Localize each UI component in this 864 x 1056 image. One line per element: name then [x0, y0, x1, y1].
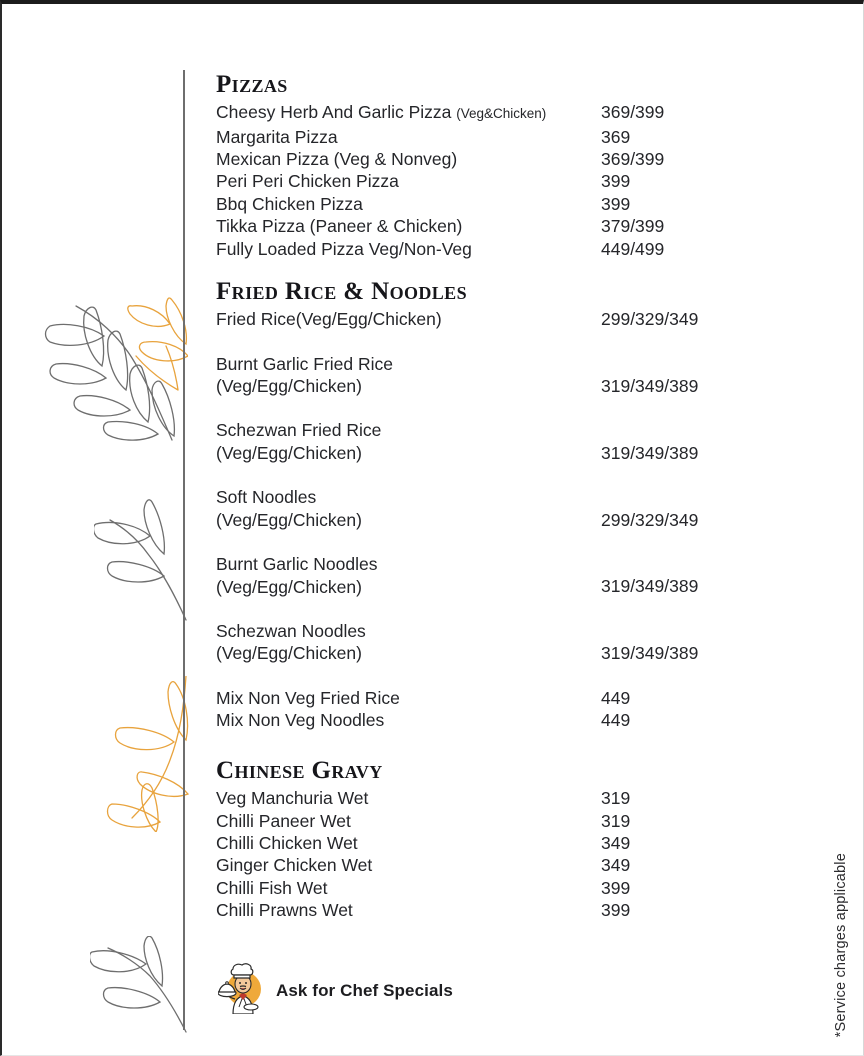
chef-with-platter-icon	[218, 962, 264, 1019]
botanical-branch-bottom	[90, 936, 190, 1041]
menu-item-row	[216, 709, 736, 731]
botanical-branch-mid	[94, 496, 190, 631]
section-heading-pizzas: Pizzas	[216, 71, 288, 98]
menu-item-name: Ginger Chicken Wet	[216, 855, 373, 876]
menu-item-variants: (Veg/Egg/Chicken)	[216, 643, 362, 664]
botanical-branch-low	[106, 676, 192, 837]
menu-item-name: Burnt Garlic Fried Rice	[216, 353, 393, 374]
menu-item-row	[216, 687, 736, 709]
menu-item-row	[216, 126, 736, 148]
menu-item-name: Margarita Pizza	[216, 126, 338, 147]
menu-item-price: 369/399	[601, 149, 665, 170]
leaf-branch-icon	[94, 496, 190, 626]
menu-item-price: 319	[601, 788, 631, 809]
section-heading-chinese-gravy: Chinese Gravy	[216, 757, 383, 784]
menu-item-variants: (Veg/Egg/Chicken)	[216, 376, 362, 397]
chef-specials-footer	[218, 962, 453, 1019]
menu-item-name: Chilli Paneer Wet	[216, 810, 351, 831]
menu-item-price: 349	[601, 855, 631, 876]
menu-item-price: 319/349/389	[601, 643, 699, 664]
menu-item-row	[216, 620, 736, 665]
menu-item-price: 379/399	[601, 216, 665, 237]
menu-item-name: Schezwan Noodles	[216, 620, 366, 641]
menu-item-name: Cheesy Herb And Garlic Pizza (Veg&Chicken)	[216, 102, 547, 123]
menu-item-row	[216, 238, 736, 260]
menu-item-price: 449	[601, 687, 631, 708]
menu-item-name: Fried Rice(Veg/Egg/Chicken)	[216, 309, 442, 330]
menu-item-name: Burnt Garlic Noodles	[216, 554, 378, 575]
menu-item-row	[216, 419, 736, 464]
menu-item-name: Chilli Prawns Wet	[216, 900, 353, 921]
menu-item-name: Chilli Chicken Wet	[216, 833, 358, 854]
menu-item-variants: (Veg/Egg/Chicken)	[216, 442, 362, 463]
menu-item-row	[216, 787, 736, 809]
menu-item-row	[216, 148, 736, 170]
menu-item-name: Veg Manchuria Wet	[216, 788, 369, 809]
menu-item-qualifier: (Veg&Chicken)	[456, 106, 547, 122]
menu-item-name: Mix Non Veg Fried Rice	[216, 687, 400, 708]
menu-item-price: 299/329/349	[601, 309, 699, 330]
menu-item-row	[216, 170, 736, 192]
menu-item-price: 369	[601, 126, 631, 147]
leaf-branch-icon	[106, 676, 192, 832]
menu-item-price: 319/349/389	[601, 376, 699, 397]
menu-item-price: 319/349/389	[601, 442, 699, 463]
menu-item-price: 399	[601, 193, 631, 214]
menu-item-name: Bbq Chicken Pizza	[216, 193, 363, 214]
menu-item-row	[216, 877, 736, 899]
menu-item-name: Peri Peri Chicken Pizza	[216, 171, 399, 192]
menu-item-name: Mexican Pizza (Veg & Nonveg)	[216, 149, 458, 170]
menu-item-price: 399	[601, 877, 631, 898]
menu-item-row	[216, 308, 736, 330]
leaf-branch-icon	[90, 936, 190, 1036]
menu-section-chinese-gravy	[216, 758, 736, 922]
service-charge-note: *Service charges applicable	[833, 852, 849, 1037]
menu-item-price: 299/329/349	[601, 509, 699, 530]
menu-item-name: Mix Non Veg Noodles	[216, 710, 385, 731]
menu-item-name: Schezwan Fried Rice	[216, 420, 382, 441]
menu-item-price: 349	[601, 833, 631, 854]
menu-item-price: 369/399	[601, 102, 665, 123]
menu-item-price: 319	[601, 810, 631, 831]
menu-item-name: Fully Loaded Pizza Veg/Non-Veg	[216, 238, 472, 259]
menu-item-variants: (Veg/Egg/Chicken)	[216, 509, 362, 530]
botanical-branch-top	[36, 272, 188, 449]
menu-item-price: 449/499	[601, 238, 665, 259]
leaf-branch-icon	[36, 272, 188, 444]
menu-item-price: 399	[601, 171, 631, 192]
menu-item-price: 319/349/389	[601, 576, 699, 597]
chef-specials-label: Ask for Chef Specials	[276, 980, 453, 1000]
menu-item-row	[216, 810, 736, 832]
menu-item-price: 399	[601, 900, 631, 921]
menu-item-row	[216, 101, 736, 125]
menu-item-price: 449	[601, 710, 631, 731]
menu-item-row	[216, 899, 736, 921]
menu-item-row	[216, 553, 736, 598]
menu-item-row	[216, 854, 736, 876]
menu-item-name: Soft Noodles	[216, 487, 317, 508]
vertical-divider-rule	[183, 70, 185, 1030]
menu-item-row	[216, 193, 736, 215]
menu-item-row	[216, 353, 736, 398]
menu-item-name: Tikka Pizza (Paneer & Chicken)	[216, 216, 463, 237]
menu-item-row	[216, 215, 736, 237]
menu-section-pizzas	[216, 72, 736, 260]
menu-item-variants: (Veg/Egg/Chicken)	[216, 576, 362, 597]
section-heading-fried-rice-noodles: Fried Rice & Noodles	[216, 278, 467, 305]
menu-section-fried-rice-noodles	[216, 279, 736, 732]
menu-item-name: Chilli Fish Wet	[216, 877, 328, 898]
menu-item-row	[216, 486, 736, 531]
menu-item-row	[216, 832, 736, 854]
